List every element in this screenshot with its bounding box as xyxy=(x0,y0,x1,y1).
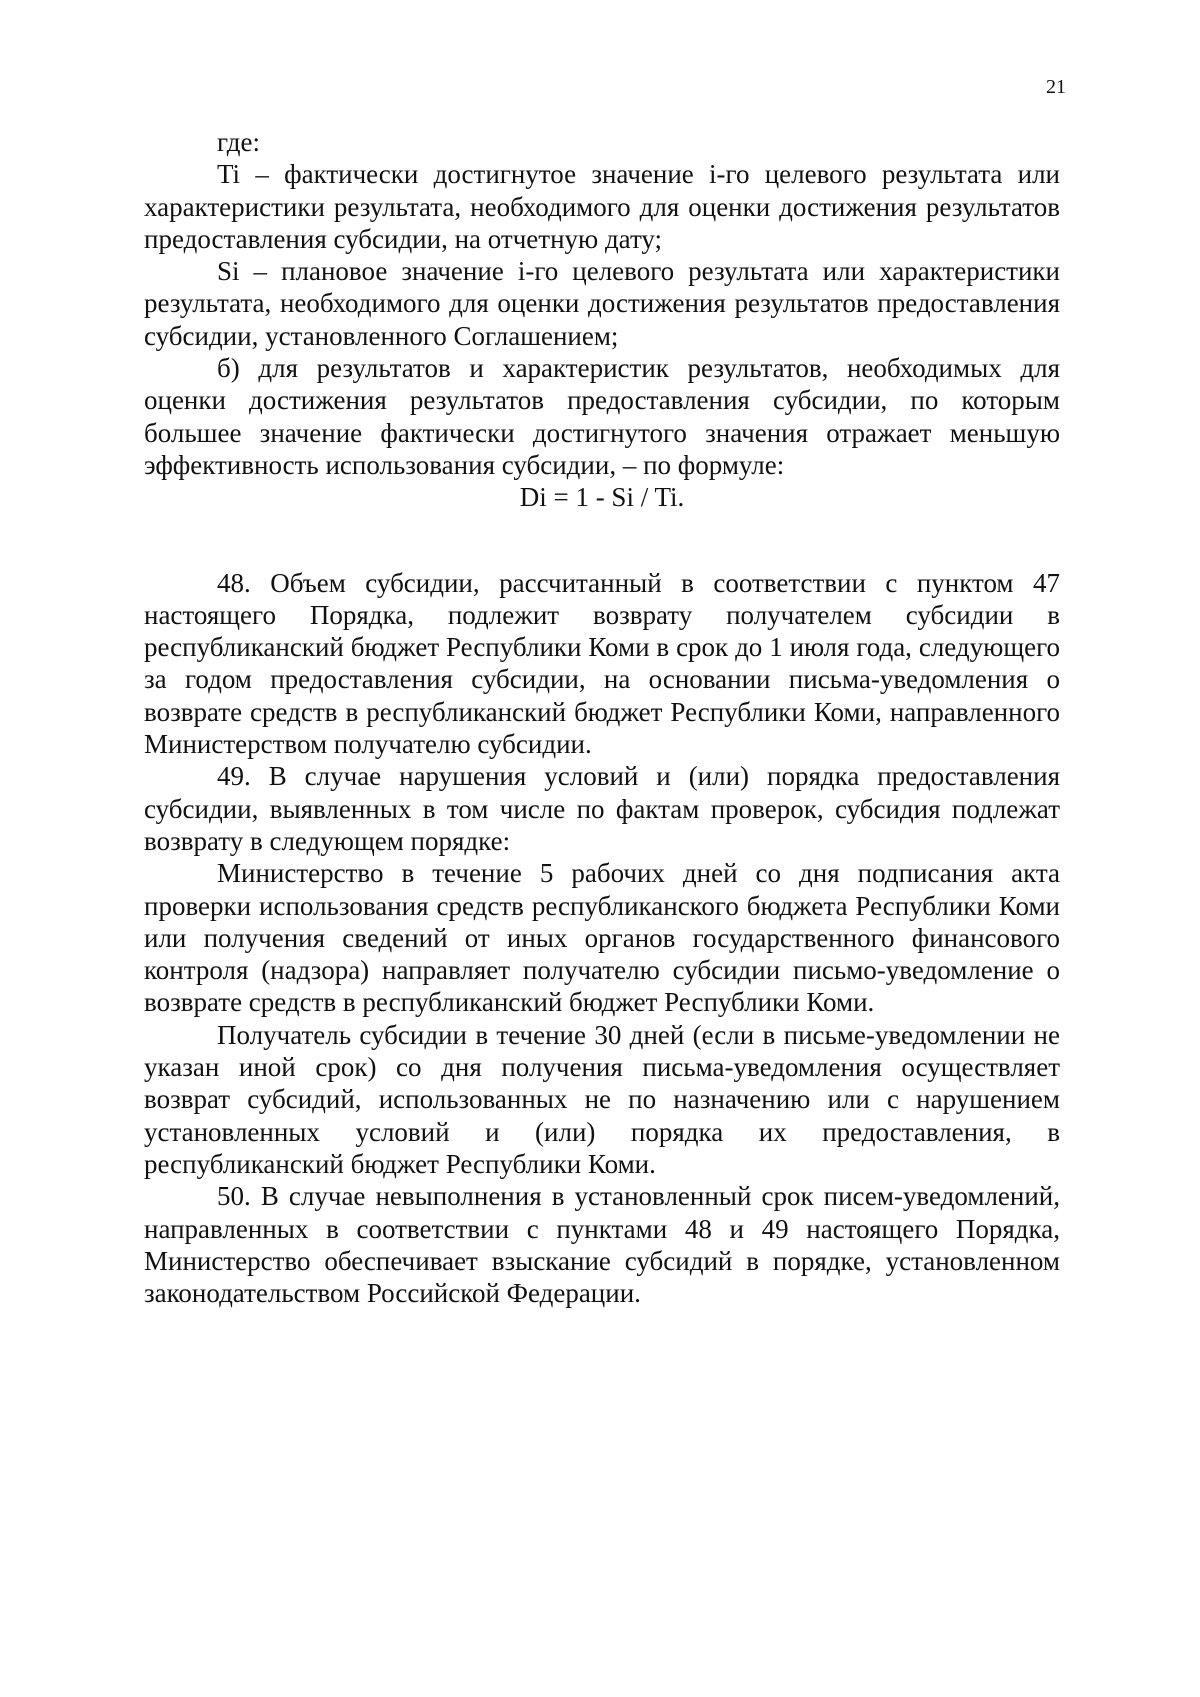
paragraph-48: 48. Объем субсидии, рассчитанный в соответствии с пунктом 47 настоящего Порядка, подлежит возврату получателем субсидии в республиканский бюджет Республики Коми в срок до 1 июля года, следующего за годом предоставления субсидии, на основании письма-уведомления о возврате средств в республиканский бюджет Республики Коми, направленного Министерством получателю субсидии. xyxy=(144,567,1060,760)
paragraph-ti-definition: Ti – фактически достигнутое значение i-го целевого результата или характеристики результата, необходимого для оценки достижения результатов предоставления субсидии, на отчетную дату; xyxy=(144,159,1060,254)
paragraph-49: 49. В случае нарушения условий и (или) порядка предоставления субсидии, выявленных в том числе по фактам проверок, субсидия подлежат возврату в следующем порядке: xyxy=(144,761,1060,856)
paragraph-where: где: xyxy=(217,127,260,157)
paragraph-recipient-return: Получатель субсидии в течение 30 дней (если в письме-уведомлении не указан иной срок) со дня получения письма-уведомления осуществляет возврат субсидий, использованных не по назначению или с нарушением установленных условий и (или) порядка их предоставления, в республиканский бюджет Республики Коми. xyxy=(144,1019,1060,1179)
paragraph-50: 50. В случае невыполнения в установленный срок писем-уведомлений, направленных в соответствии с пунктами 48 и 49 настоящего Порядка, Министерство обеспечивает взыскание субсидий в порядке, установленном законодательством Российской Федерации. xyxy=(144,1181,1060,1309)
paragraph-si-definition: Si – плановое значение i-го целевого результата или характеристики результата, необходимого для оценки достижения результатов предоставления субсидии, установленного Соглашением; xyxy=(144,256,1060,351)
document-body xyxy=(144,126,1060,1309)
paragraph-item-b: б) для результатов и характеристик результатов, необходимых для оценки достижения результатов предоставления субсидии, по которым большее значение фактически достигнутого значения отражает меньшую эффективность использования субсидии, – по формуле: xyxy=(144,353,1060,480)
formula: Di = 1 - Si / Ti. xyxy=(519,482,685,513)
paragraph-spacer xyxy=(144,514,1060,567)
page-number: 21 xyxy=(1046,76,1066,98)
paragraph-ministry-notice: Министерство в течение 5 рабочих дней со дня подписания акта проверки использования средств республиканского бюджета Республики Коми или получения сведений от иных органов государственного финансового контроля (надзора) направляет получателю субсидии письмо-уведомление о возврате средств в республиканский бюджет Республики Коми. xyxy=(144,858,1060,1018)
